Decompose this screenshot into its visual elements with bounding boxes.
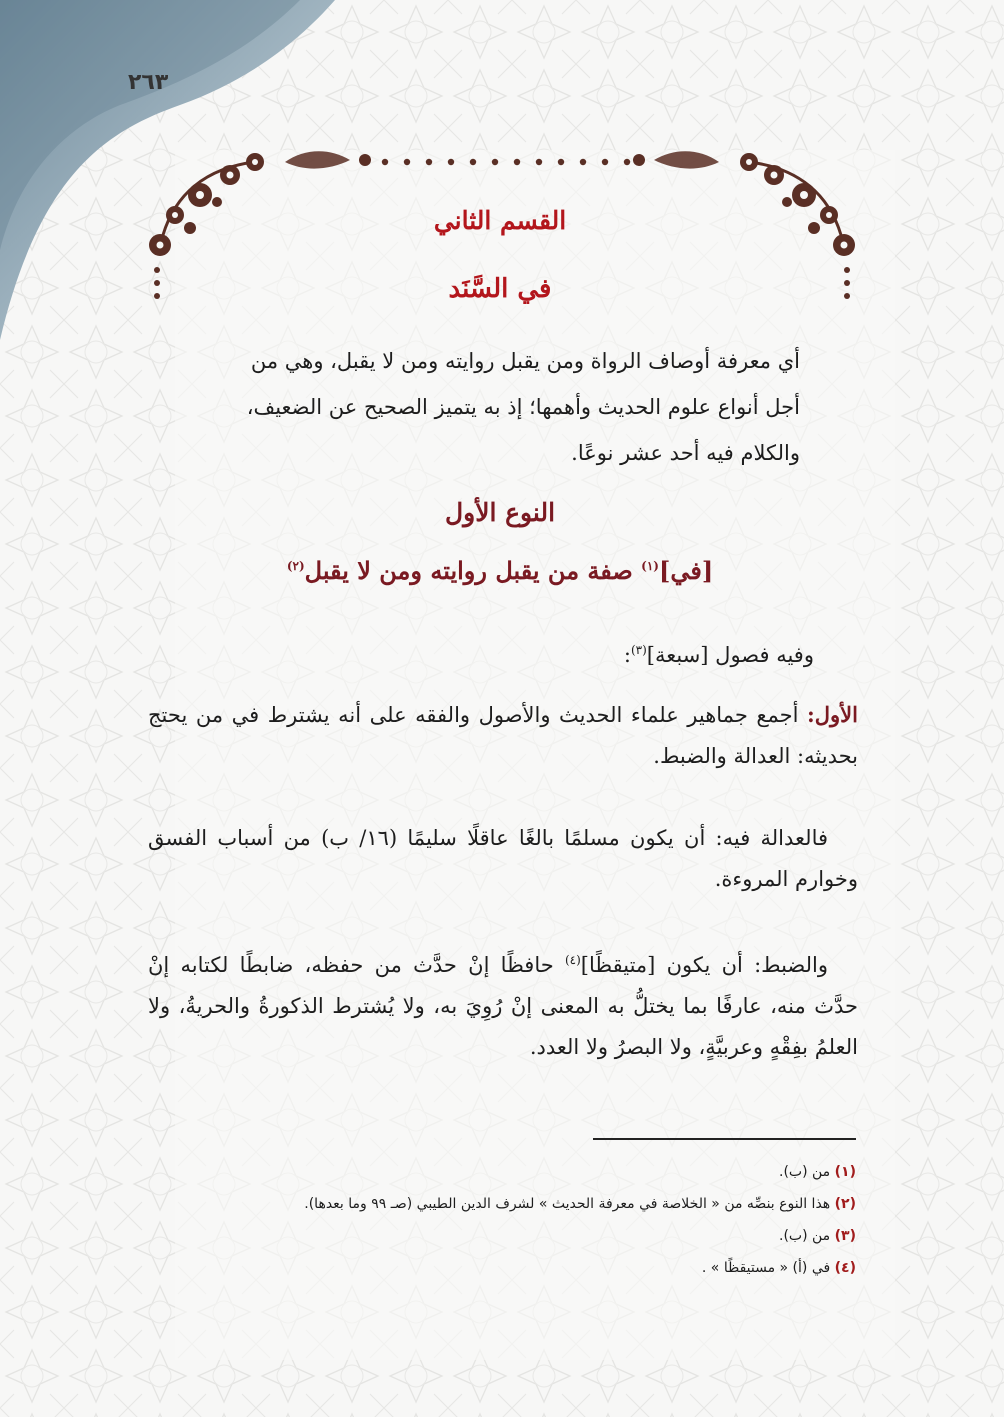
adala-paragraph: فالعدالة فيه: أن يكون مسلمًا بالغًا عاقلًا سليمًا (١٦/ ب) من أسباب الفسق وخوارم المروءة.: [148, 826, 858, 891]
footnote: [136, 1156, 856, 1188]
first-section-lead: الأول:: [807, 702, 858, 727]
chapter-subtitle-text: صفة من يقبل روايته ومن لا يقبل: [304, 556, 642, 585]
section-subtitle: في السَّنَد: [448, 274, 552, 304]
intro-line: أجل أنواع علوم الحديث وأهمها؛ إذ به يتميز الصحيح عن الضعيف،: [246, 395, 800, 419]
sections-intro-text: وفيه فصول [سبعة]: [646, 643, 814, 667]
footnote-number: (٤): [834, 1260, 856, 1276]
footnote: [136, 1252, 856, 1284]
dabt-paragraph: [148, 940, 858, 1068]
footnote-text: في (أ) « مستيقظًا » .: [701, 1260, 835, 1276]
section-title: القسم الثاني: [433, 206, 567, 235]
chapter-subtitle: [150, 556, 850, 585]
intro-line: أي معرفة أوصاف الرواة ومن يقبل روايته ومن لا يقبل، وهي من: [250, 349, 800, 373]
footnote-text: من (ب).: [779, 1228, 835, 1244]
footnote-text: من (ب).: [779, 1164, 835, 1180]
footnote: [136, 1220, 856, 1252]
footnote: [136, 1188, 856, 1220]
footnote-divider: [593, 1138, 856, 1140]
sections-intro: [560, 630, 814, 676]
footnote-number: (٢): [834, 1196, 856, 1212]
footnote-ref: (٤): [564, 953, 581, 967]
footnote-number: (٣): [834, 1228, 856, 1244]
footnote-ref: (٢): [286, 559, 305, 573]
footnote-number: (١): [834, 1164, 856, 1180]
intro-paragraph: [200, 338, 800, 476]
dabt-text-before: والضبط: أن يكون [متيقظًا]: [580, 953, 828, 977]
chapter-title: النوع الأول: [444, 498, 556, 527]
dabt-text-after: حافظًا إنْ حدَّث من حفظه، ضابطًا لكتابه إنْ حدَّث منه، عارفًا بما يختلُّ به المعنى إنْ رُوِيَ به، ولا يُشترط الذكورةُ والحريةُ، ولا العلمُ بفِقْهٍ وعربيَّةٍ، ولا البصرُ ولا العدد.: [148, 953, 858, 1059]
footnote-ref: (٣): [630, 643, 647, 657]
page-number: ٢٦٣: [128, 70, 169, 95]
footnote-ref: (١): [641, 559, 659, 573]
sections-intro-suffix: :: [623, 643, 631, 667]
intro-line: والكلام فيه أحد عشر نوعًا.: [571, 441, 800, 465]
first-section-text: أجمع جماهير علماء الحديث والأصول والفقه على أنه يشترط في من يحتج بحديثه: العدالة والضبط.: [148, 703, 858, 768]
first-section-paragraph: [148, 694, 858, 777]
footnote-text: هذا النوع بنصِّه من « الخلاصة في معرفة الحديث » لشرف الدين الطيبي (صـ ٩٩ وما بعدها).: [304, 1196, 835, 1212]
footnotes: [136, 1156, 856, 1284]
chapter-subtitle-prefix: [في]: [658, 556, 714, 585]
